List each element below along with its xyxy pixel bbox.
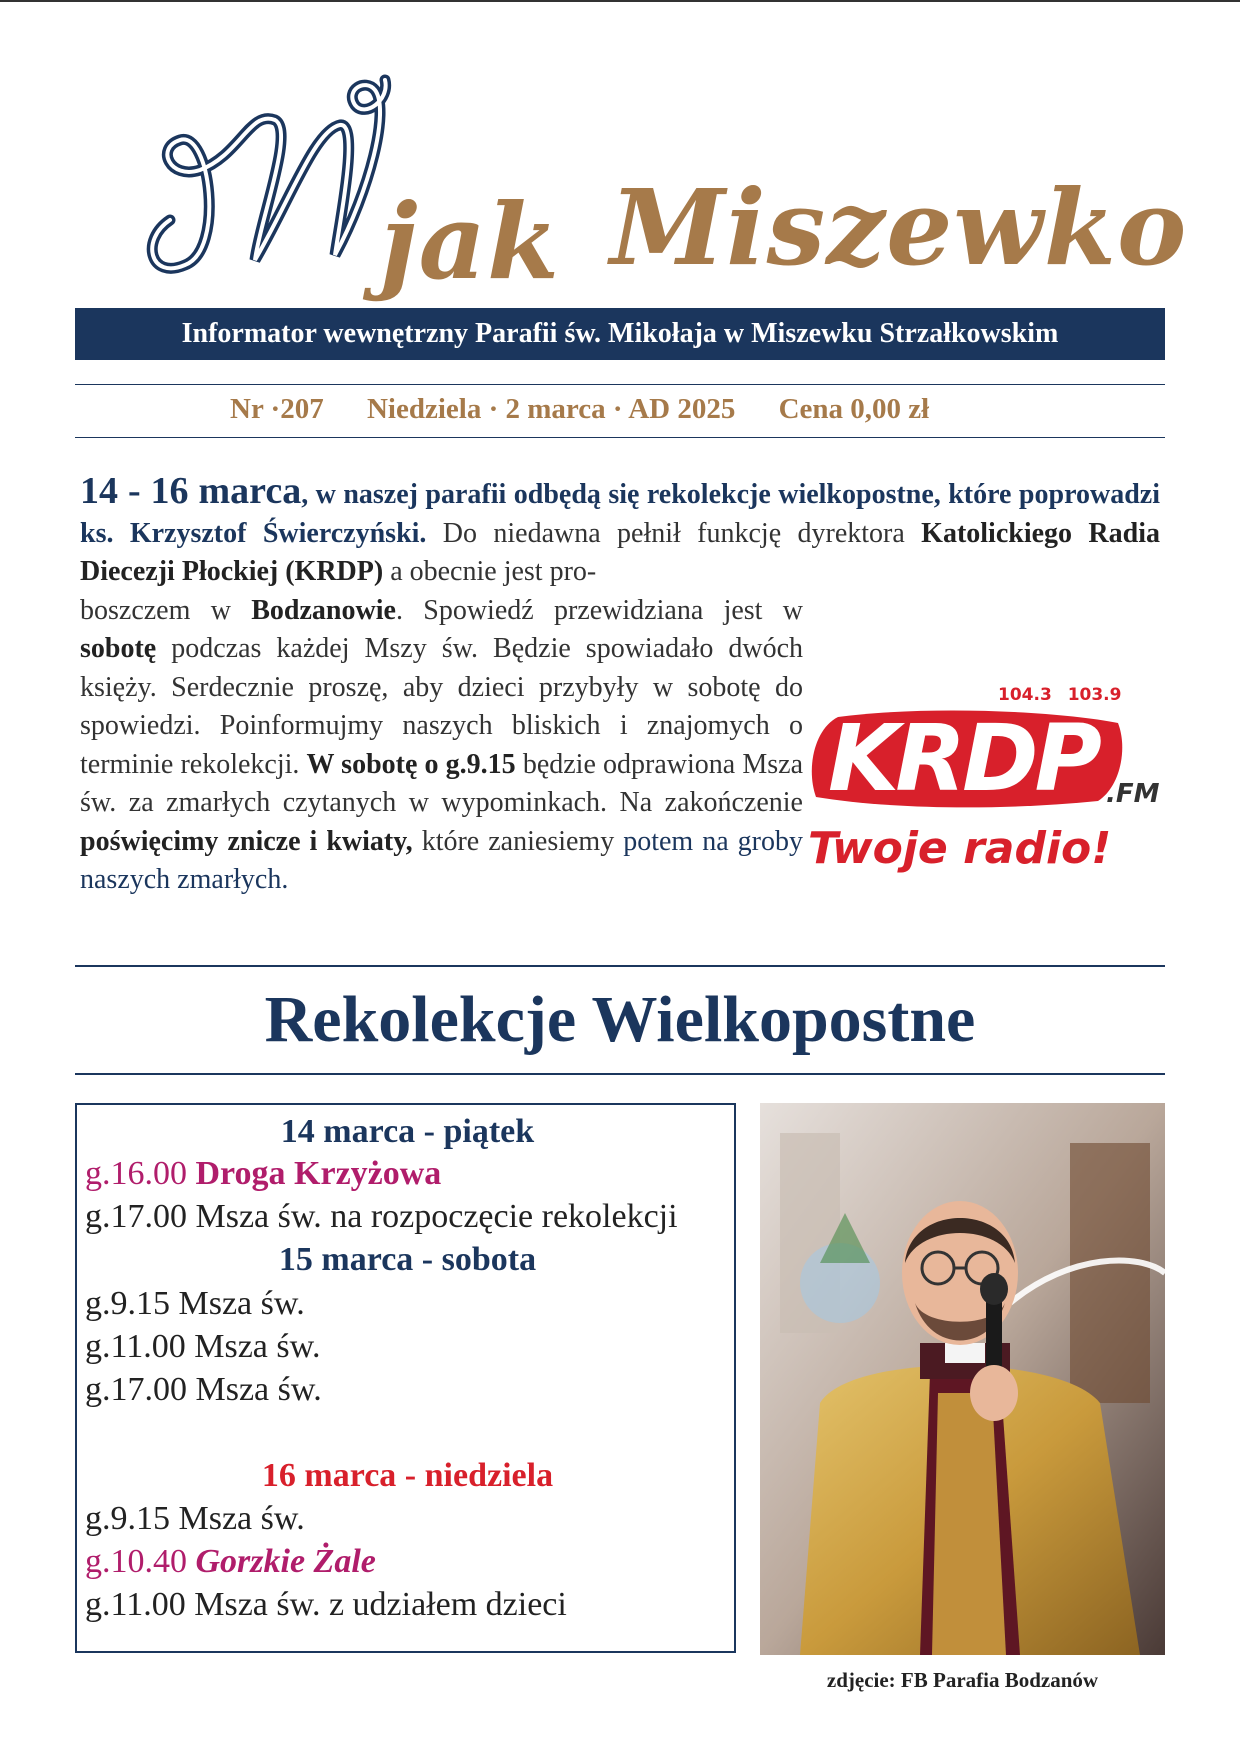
retreat-schedule-box [75,1103,736,1653]
masthead-word-jak: jak [380,180,561,303]
masthead-word-miszewko: Miszewko [610,166,1188,289]
schedule-item: g.17.00 Msza św. na rozpoczęcie rekolekcji [85,1198,678,1235]
krdp-radio-logo [808,685,1168,885]
schedule-day-friday: 14 marca - piątek [280,1113,535,1150]
schedule-day-saturday: 15 marca - sobota [278,1241,537,1278]
article-lead: , w naszej parafii odbędą się rekolekcje wielkopostne, które poprowadzi ks. Krzysztof Świerczyński. [80,479,1160,549]
schedule-item: g.10.40 Gorzkie Żale [85,1543,376,1580]
section-divider-top [75,965,1165,967]
article-top-paragraph: 14 - 16 marca, w naszej parafii odbędą się rekolekcje wielkopostne, które poprowadzi ks. Krzysztof Świerczyński. Do niedawna pełnił funkcję dyrektora Katolickiego Radia Diecezji Płockiej (KRDP) a obecnie jest pro- [80,470,1160,587]
monogram-m-logo [140,70,410,310]
radio-name: Katolickiego Radia Diecezji Płockiej (KRDP) [80,517,1160,587]
article-body-paragraph: boszczem w Bodzanowie. Spowiedź przewidziana jest w sobotę podczas każdej Mszy św. Będzie spowiadało dwóch księży. Serdecznie proszę, aby dzieci przybyły w sobotę do spowiedzi. Poinformujmy naszych bliskich i znajomych o terminie rekolekcji. W sobotę o g.9.15 będzie odprawiona Msza św. za zmarłych czytanych w wypominkach. Na zakończenie poświęcimy znicze i kwiaty, które zaniesiemy potem na groby naszych zmarłych. [80,594,804,895]
issue-price: Cena 0,00 zł [778,393,930,425]
schedule-day-sunday: 16 marca - niedziela [261,1457,554,1494]
priest-photo [760,1103,1165,1655]
schedule-item: g.9.15 Msza św. [85,1500,305,1537]
krdp-wordmark: KRDP [828,705,1098,812]
masthead-subtitle-banner [75,308,1165,360]
schedule-item: g.11.00 Msza św. z udziałem dzieci [85,1586,567,1623]
schedule-item: g.16.00 Droga Krzyżowa [85,1155,442,1192]
schedule-item: g.17.00 Msza św. [85,1371,322,1408]
masthead [140,70,1188,310]
photo-caption: zdjęcie: FB Parafia Bodzanów [826,1668,1099,1692]
issue-info-bar [75,384,1165,438]
krdp-fm-suffix: .FM [1106,779,1160,809]
masthead-subtitle: Informator wewnętrzny Parafii św. Mikołaja w Miszewku Strzałkowskim [181,318,1059,349]
schedule-item: g.9.15 Msza św. [85,1285,305,1322]
issue-date: Niedziela · 2 marca · AD 2025 [366,393,736,425]
issue-number: Nr ·207 [230,393,324,425]
schedule-item: g.11.00 Msza św. [85,1328,321,1365]
section-headline: Rekolekcje Wielkopostne [264,983,976,1056]
article-date-range: 14 - 16 marca [80,470,302,512]
top-rule [0,0,1240,2]
krdp-frequencies: 104.3 103.9 [998,685,1122,705]
section-divider-bottom [75,1073,1165,1075]
krdp-slogan: Twoje radio! [808,823,1112,874]
